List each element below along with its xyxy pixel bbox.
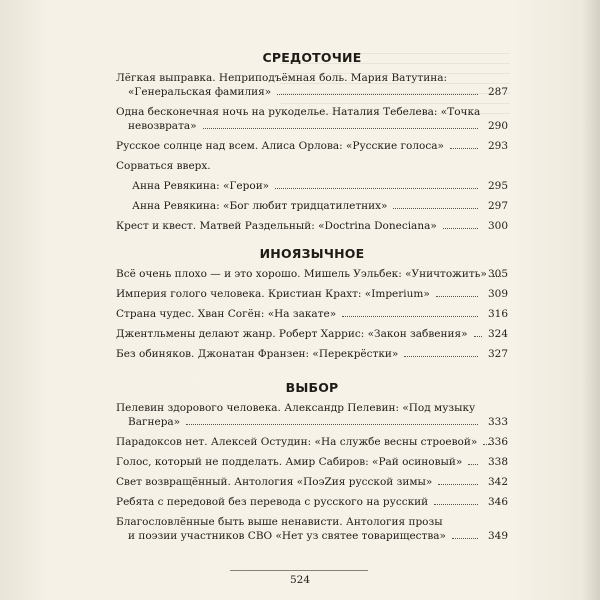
toc-page-number: 349 — [487, 530, 508, 542]
dot-leader — [438, 484, 478, 485]
toc-entry-text: Сорваться вверх. — [116, 160, 211, 172]
section-sredotochie — [116, 50, 508, 233]
toc-entry — [116, 475, 508, 489]
dot-leader — [277, 94, 478, 95]
toc-page-number: 295 — [487, 180, 508, 192]
dot-leader — [450, 148, 478, 149]
footer-rule — [230, 570, 368, 571]
dot-leader — [474, 336, 482, 337]
toc-entry-text: Всё очень плохо — и это хорошо. Мишель Уэльбек: «Уничтожить» — [116, 268, 487, 280]
dot-leader — [203, 128, 478, 129]
toc-entry — [116, 71, 508, 99]
toc-entry — [116, 401, 508, 429]
toc-page-number: 305 — [487, 268, 508, 280]
toc-entry — [116, 179, 508, 193]
toc-entry-text: Империя голого человека. Кристиан Крахт: «Imperium» — [116, 288, 430, 300]
toc-entry-text: Благословлённые быть выше ненависти. Антология прозы — [116, 516, 443, 528]
toc-entry-text: Русское солнце над всем. Алиса Орлова: «Русские голоса» — [116, 140, 444, 152]
section-vybor — [116, 380, 508, 543]
toc-entry-text: Анна Ревякина: «Бог любит тридцатилетних» — [132, 200, 388, 212]
section-entries — [116, 71, 508, 233]
toc-entry-text: Джентльмены делают жанр. Роберт Харрис: «Закон забвения» — [116, 328, 468, 340]
toc-entry — [116, 435, 508, 449]
toc-page-number: 324 — [487, 328, 508, 340]
toc-entry — [116, 139, 508, 153]
toc-entry-text: Одна бесконечная ночь на рукоделье. Наталия Тебелева: «Точка — [116, 106, 481, 118]
toc-entry — [116, 495, 508, 509]
toc-entry-text: Парадоксов нет. Алексей Остудин: «На службе весны строевой» — [116, 436, 478, 448]
section-inoyazychnoe — [116, 246, 508, 361]
toc-entry-text: Голос, который не подделать. Амир Сабиров: «Рай осиновый» — [116, 456, 463, 468]
toc-page-number: 309 — [487, 288, 508, 300]
dot-leader — [443, 228, 478, 229]
toc-entry — [116, 219, 508, 233]
toc-page-number: 297 — [487, 200, 508, 212]
toc-entry-text: невозврата» — [128, 120, 197, 132]
toc-page-number: 290 — [487, 120, 508, 132]
toc-page-number: 293 — [487, 140, 508, 152]
section-title: ИНОЯЗЫЧНОЕ — [259, 246, 365, 261]
dot-leader — [452, 538, 478, 539]
toc-page-number: 336 — [487, 436, 508, 448]
toc-entry — [116, 307, 508, 321]
dot-leader — [404, 356, 478, 357]
toc-entry — [116, 347, 508, 361]
toc-page-number: 346 — [487, 496, 508, 508]
toc-entry — [116, 327, 508, 341]
toc-entry-text: Лёгкая выправка. Неприподъёмная боль. Мария Ватутина: — [116, 72, 448, 84]
toc-page-number: 327 — [487, 348, 508, 360]
toc-entry — [116, 455, 508, 469]
toc-entry-text: Вагнера» — [128, 416, 181, 428]
toc-entry-text: Анна Ревякина: «Герои» — [132, 180, 270, 192]
toc-entry — [116, 105, 508, 133]
toc-entry-text: Без обиняков. Джонатан Франзен: «Перекрёстки» — [116, 348, 399, 360]
page-number: 524 — [289, 574, 311, 586]
toc-page-number: 287 — [487, 86, 508, 98]
toc-entry — [116, 287, 508, 301]
toc-entry-text: «Генеральская фамилия» — [128, 86, 272, 98]
section-title: СРЕДОТОЧИЕ — [262, 50, 362, 65]
section-entries — [116, 267, 508, 361]
toc-entry — [116, 159, 508, 173]
dot-leader — [186, 424, 478, 425]
toc-page-number: 333 — [487, 416, 508, 428]
toc-entry-text: Страна чудес. Хван Согён: «На закате» — [116, 308, 337, 320]
dot-leader — [468, 464, 478, 465]
section-entries — [116, 401, 508, 543]
dot-leader — [275, 188, 478, 189]
section-title: ВЫБОР — [285, 380, 339, 395]
dot-leader — [436, 296, 478, 297]
toc-entry-text: Пелевин здорового человека. Александр Пелевин: «Под музыку — [116, 402, 476, 414]
toc-entry-text: Ребята с передовой без перевода с русского на русский — [116, 496, 429, 508]
toc-entry — [116, 267, 508, 281]
toc-entry-text: Крест и квест. Матвей Раздельный: «Doctrina Doneciana» — [116, 220, 437, 232]
toc-page-number: 300 — [487, 220, 508, 232]
toc-page-number: 338 — [487, 456, 508, 468]
toc-page-number: 316 — [487, 308, 508, 320]
dot-leader — [393, 208, 478, 209]
toc-entry-text: Свет возвращённый. Антология «ПоэZия русской зимы» — [116, 476, 433, 488]
dot-leader — [342, 316, 478, 317]
page-edge-shadow — [582, 0, 600, 600]
toc-page-number: 342 — [487, 476, 508, 488]
dot-leader — [434, 504, 478, 505]
toc-entry — [116, 199, 508, 213]
toc-entry — [116, 515, 508, 543]
toc-entry-text: и поэзии участников СВО «Нет уз святее товарищества» — [128, 530, 446, 542]
